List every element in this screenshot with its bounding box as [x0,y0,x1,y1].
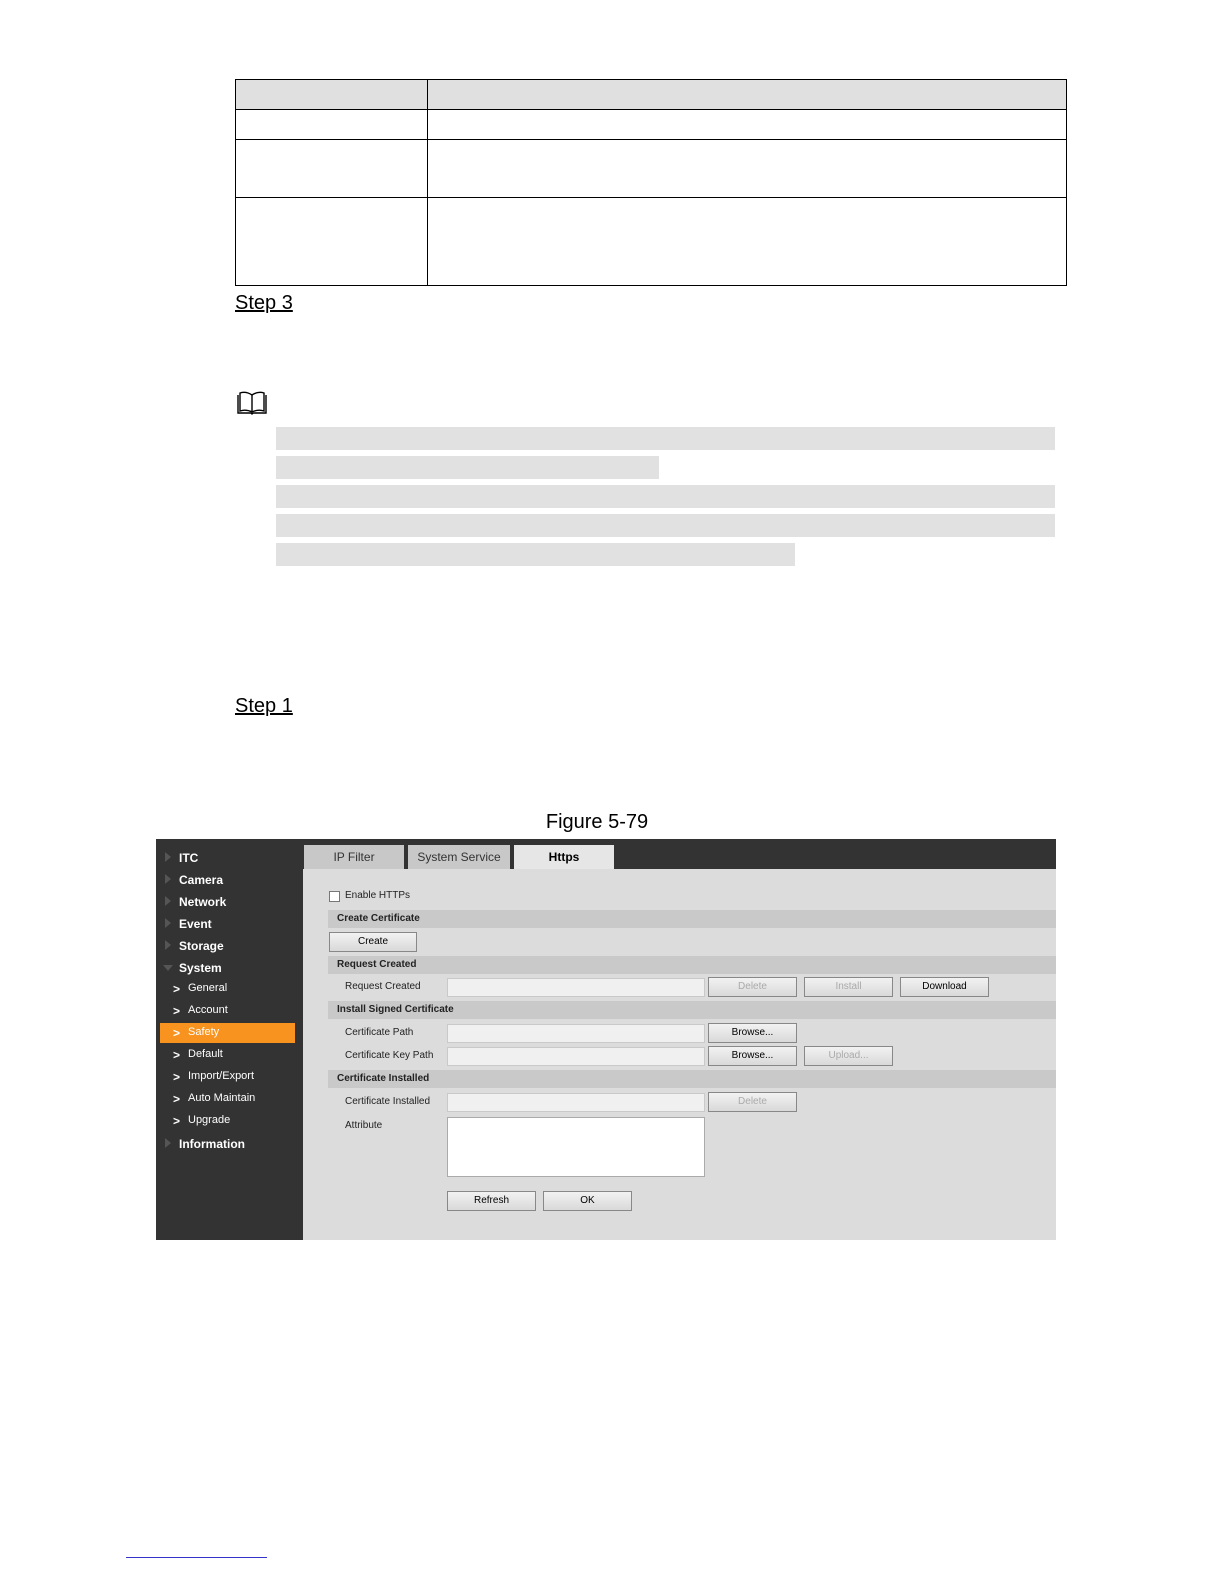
expand-arrow-icon [165,852,171,862]
step-1-label: Step 1 [235,695,293,717]
https-settings-screenshot [156,839,1056,1240]
attribute-textarea[interactable] [447,1117,705,1177]
sidebar-item-event[interactable]: Event [156,913,303,935]
sidebar-item-camera[interactable]: Camera [156,869,303,891]
install-button[interactable]: Install [804,977,893,997]
request-created-field[interactable] [447,978,705,997]
certificate-key-path-field[interactable] [447,1047,705,1066]
table-cell [236,80,428,110]
redacted-text-line [276,427,1055,450]
chevron-right-icon: > [173,1026,181,1040]
certificate-path-label: Certificate Path [345,1027,414,1038]
certificate-installed-label: Certificate Installed [345,1096,431,1107]
sidebar-item-system[interactable]: System [156,957,303,979]
section-create-certificate: Create Certificate [328,910,1056,928]
sidebar-item-storage[interactable]: Storage [156,935,303,957]
table-header-row [236,80,1067,110]
table-row [236,198,1067,286]
sidebar-sub-default[interactable]: > Default [173,1048,223,1062]
redacted-text-line [276,514,1055,537]
request-created-label: Request Created [345,981,421,992]
table-row [236,110,1067,140]
expand-arrow-icon [165,918,171,928]
enable-https-checkbox[interactable] [329,891,340,902]
chevron-right-icon: > [173,1070,181,1084]
table-cell [428,80,1067,110]
browse-key-button[interactable]: Browse... [708,1046,797,1066]
sidebar-sub-import-export[interactable]: > Import/Export [173,1070,255,1084]
browse-certificate-button[interactable]: Browse... [708,1023,797,1043]
redacted-text-line [276,543,795,566]
table-row [236,140,1067,198]
table-cell [236,110,428,140]
sidebar-item-information[interactable]: Information [156,1133,303,1155]
step-3-label: Step 3 [235,292,293,314]
attribute-label: Attribute [345,1120,383,1131]
tab-https[interactable]: Https [514,845,614,869]
tab-system-service[interactable]: System Service [408,845,510,869]
chevron-right-icon: > [173,1114,181,1128]
refresh-button[interactable]: Refresh [447,1191,536,1211]
expand-arrow-icon [165,940,171,950]
chevron-right-icon: > [173,982,181,996]
delete-request-button[interactable]: Delete [708,977,797,997]
sidebar-sub-safety[interactable]: > Safety [160,1023,295,1043]
expand-arrow-icon [165,874,171,884]
section-certificate-installed: Certificate Installed [328,1070,1056,1088]
chevron-right-icon: > [173,1092,181,1106]
collapse-arrow-icon [163,965,173,971]
expand-arrow-icon [165,896,171,906]
figure-caption: Figure 5-79 [545,811,649,833]
redacted-text-line [276,485,1055,508]
create-button[interactable]: Create [329,932,417,952]
upload-button[interactable]: Upload... [804,1046,893,1066]
certificate-path-field[interactable] [447,1024,705,1043]
table-cell [236,140,428,198]
sidebar-sub-account[interactable]: > Account [173,1004,228,1018]
delete-installed-button[interactable]: Delete [708,1092,797,1112]
download-button[interactable]: Download [900,977,989,997]
https-panel [303,869,1056,1240]
tab-bar [303,839,1056,869]
certificate-installed-field[interactable] [447,1093,705,1112]
table-cell [428,198,1067,286]
sidebar-item-network[interactable]: Network [156,891,303,913]
section-install-signed-certificate: Install Signed Certificate [328,1001,1056,1019]
sidebar-sub-general[interactable]: > General [173,982,228,996]
chevron-right-icon: > [173,1004,181,1018]
table-cell [236,198,428,286]
sidebar-item-itc[interactable]: ITC [156,847,303,869]
expand-arrow-icon [165,1138,171,1148]
sidebar-sub-upgrade[interactable]: > Upgrade [173,1114,231,1128]
footer-underline [126,1557,267,1558]
table-cell [428,140,1067,198]
note-book-icon [236,391,268,415]
table-cell [428,110,1067,140]
certificate-key-path-label: Certificate Key Path [345,1050,434,1061]
enable-https-label: Enable HTTPs [345,890,411,901]
chevron-right-icon: > [173,1048,181,1062]
sidebar-sub-auto-maintain[interactable]: > Auto Maintain [173,1092,256,1106]
redacted-text-line [276,456,659,479]
ok-button[interactable]: OK [543,1191,632,1211]
sidebar [156,839,303,1240]
tab-ip-filter[interactable]: IP Filter [304,845,404,869]
parameter-table [235,79,1067,286]
section-request-created: Request Created [328,956,1056,974]
